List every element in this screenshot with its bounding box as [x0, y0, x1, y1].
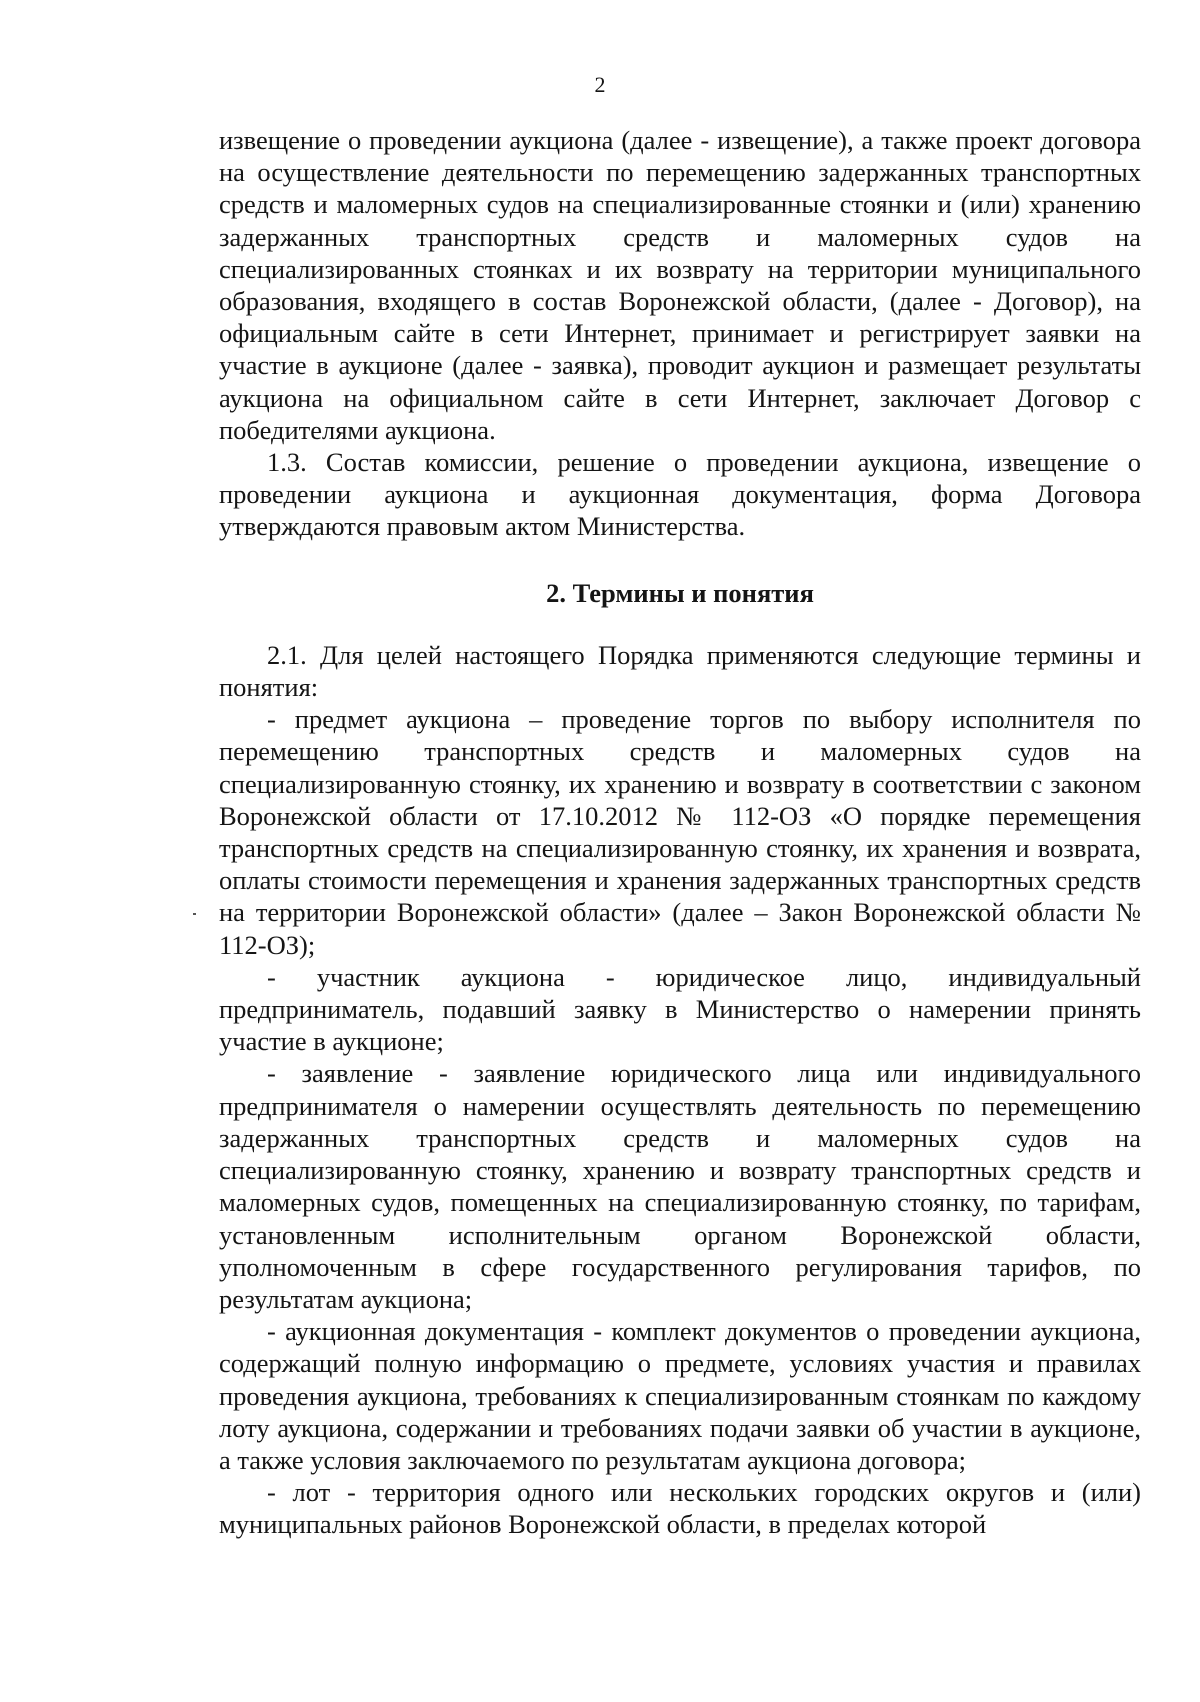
- document-body: [219, 124, 1141, 1541]
- paragraph-2-1: 2.1. Для целей настоящего Порядка применяются следующие термины и понятия:: [219, 639, 1141, 703]
- term-lot: - лот - территория одного или нескольких городских округов и (или) муниципальных районов Воронежской области, в пределах которой: [219, 1477, 1141, 1540]
- term-application: - заявление - заявление юридического лица или индивидуального предпринимателя о намерении осуществлять деятельность по перемещению задержанных транспортных средств и маломерных судов на специализированную стоянку, хранению и возврату транспортных средств и маломерных судов, помещенных на специализированную стоянку, по тарифам, установленным исполнительным органом Воронежской области, уполномоченным в сфере государственного регулирования тарифов, по результатам аукциона;: [219, 1058, 1141, 1314]
- paragraph-1-3: 1.3. Состав комиссии, решение о проведении аукциона, извещение о проведении аукциона и аукционная документация, форма Договора утверждаются правовым актом Министерства.: [219, 447, 1141, 542]
- term-auction-documentation: - аукционная документация - комплект документов о проведении аукциона, содержащий полную информацию о предмете, условиях участия и правилах проведения аукциона, требованиях к специализированным стоянкам по каждому лоту аукциона, содержании и требованиях подачи заявки об участии в аукционе, а также условия заключаемого по результатам аукциона договора;: [219, 1316, 1141, 1475]
- paragraph-notice-continuation: извещение о проведении аукциона (далее - извещение), а также проект договора на осуществление деятельности по перемещению задержанных транспортных средств и маломерных судов на специализированные стоянки и (или) хранению задержанных транспортных средств и маломерных судов на специализированных стоянках и их возврату на территории муниципального образования, входящего в состав Воронежской области, (далее - Договор), на официальным сайте в сети Интернет, принимает и регистрирует заявки на участие в аукционе (далее - заявка), проводит аукцион и размещает результаты аукциона на официальном сайте в сети Интернет, заключает Договор с победителями аукциона.: [219, 125, 1141, 445]
- page-number: 2: [594, 72, 606, 97]
- term-auction-participant: - участник аукциона - юридическое лицо, индивидуальный предприниматель, подавший заявку в Министерство о намерении принять участие в аукционе;: [219, 961, 1141, 1057]
- section-heading: 2. Термины и понятия: [546, 577, 814, 608]
- scan-speck: [193, 913, 196, 915]
- term-auction-subject: - предмет аукциона – проведение торгов по выбору исполнителя по перемещению транспортных средств и маломерных судов на специализированную стоянку, их хранению и возврату в соответствии с законом Воронежской области от 17.10.2012 № 112-ОЗ «О порядке перемещения транспортных средств на специализированную стоянку, их хранения и возврата, оплаты стоимости перемещения и хранения задержанных транспортных средств на территории Воронежской области» (далее – Закон Воронежской области № 112-ОЗ);: [219, 704, 1141, 960]
